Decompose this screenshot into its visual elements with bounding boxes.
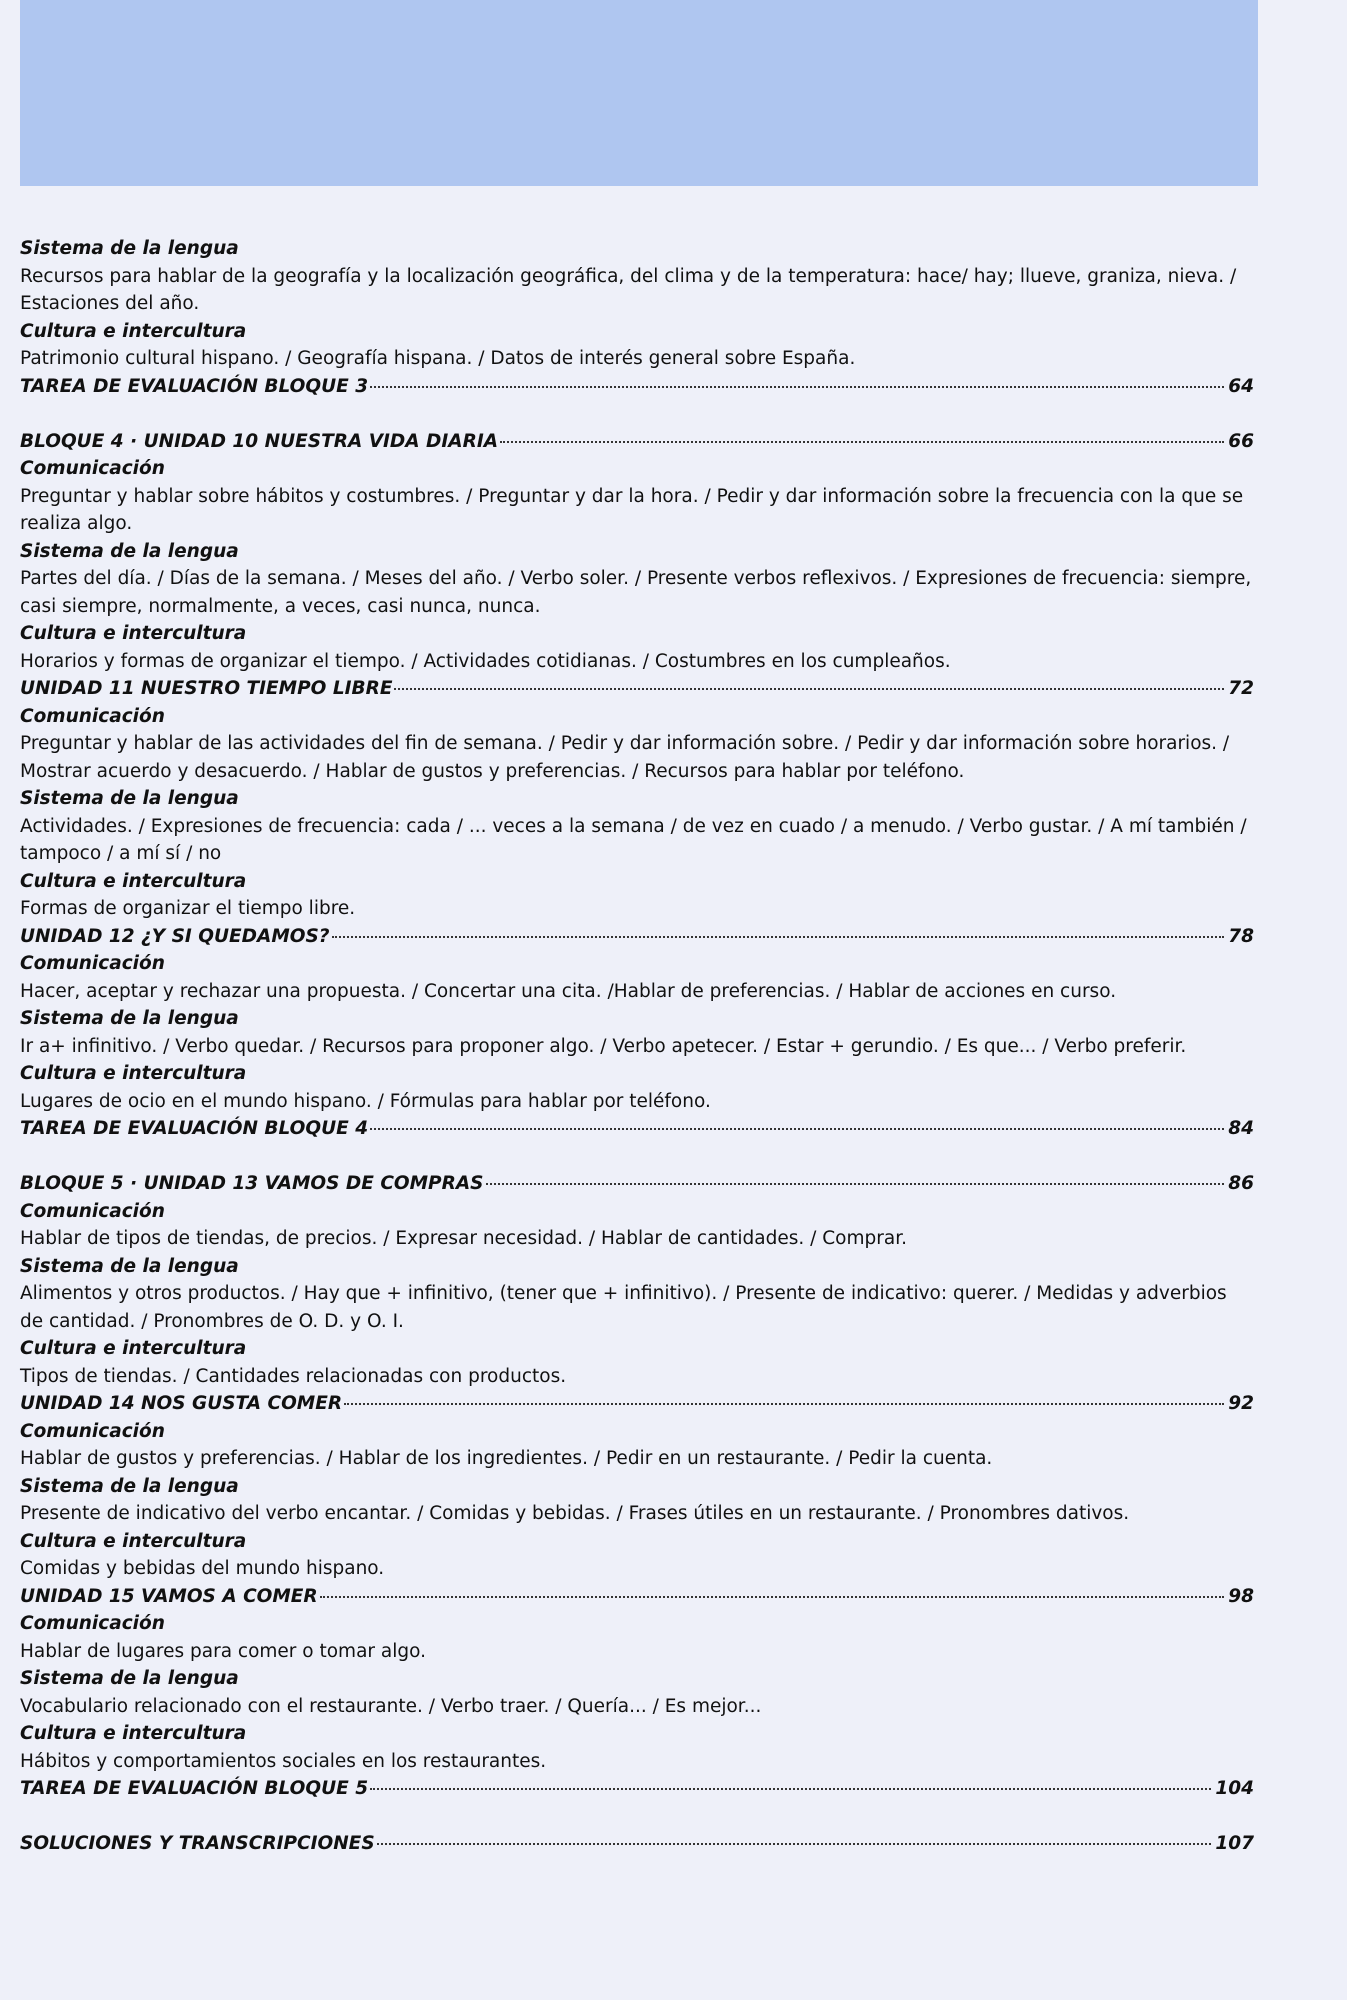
toc-page-number: 92	[1228, 1393, 1254, 1414]
section-body-text: Horarios y formas de organizar el tiempo. / Actividades cotidianas. / Costumbres en los cumpleaños.	[20, 650, 951, 672]
section-heading: Comunicación	[20, 705, 165, 727]
section-body-text: Lugares de ocio en el mundo hispano. / Fórmulas para hablar por teléfono.	[20, 1090, 711, 1112]
toc-page-number: 104	[1215, 1778, 1254, 1799]
section-gap	[20, 1143, 1254, 1171]
dot-leader	[500, 441, 1224, 443]
toc-entry[interactable]	[20, 923, 1254, 951]
dot-leader	[320, 1596, 1225, 1598]
section-heading: Comunicación	[20, 953, 165, 974]
toc-entry-title: TAREA DE EVALUACIÓN BLOQUE 5	[20, 1778, 369, 1799]
dot-leader	[370, 1128, 1224, 1130]
toc-page-number: 64	[1228, 375, 1254, 397]
toc-entry[interactable]	[20, 1583, 1254, 1611]
dot-leader	[332, 936, 1225, 938]
toc-page-number: 107	[1215, 1833, 1254, 1854]
toc-entry[interactable]	[20, 675, 1254, 703]
toc-entry[interactable]	[20, 428, 1254, 456]
section-heading: Cultura e intercultura	[20, 1063, 247, 1084]
section-heading: Cultura e intercultura	[20, 623, 247, 644]
dot-leader	[486, 1183, 1225, 1185]
section-body-text: Tipos de tiendas. / Cantidades relacionadas con productos.	[20, 1365, 567, 1387]
section-heading: Sistema de la lengua	[20, 1668, 239, 1689]
section-heading: Cultura e intercultura	[20, 870, 247, 892]
section-gap	[20, 1803, 1254, 1831]
toc-page-number: 84	[1228, 1118, 1254, 1139]
section-body-text: Hábitos y comportamientos sociales en los restaurantes.	[20, 1750, 547, 1772]
toc-entry[interactable]	[20, 1115, 1254, 1143]
section-body-text: Hablar de gustos y preferencias. / Hablar de los ingredientes. / Pedir en un restaurante. / Pedir la cuenta.	[20, 1448, 993, 1469]
section-body-text: Preguntar y hablar de las actividades del fin de semana. / Pedir y dar información sobre. / Pedir y dar información sobre horarios. / Mostrar acuerdo y desacuerdo. / Hablar de gustos y preferencias. / Recursos para hablar por teléfono.	[20, 733, 1230, 782]
toc-page-number: 66	[1228, 430, 1254, 452]
dot-leader	[377, 1843, 1212, 1845]
section-heading: Comunicación	[20, 1420, 165, 1442]
section-heading: Cultura e intercultura	[20, 1338, 247, 1359]
toc-entry[interactable]	[20, 373, 1254, 401]
section-heading: Comunicación	[20, 458, 165, 479]
toc-entry-title: UNIDAD 15 VAMOS A COMER	[20, 1585, 318, 1607]
section-body-text: Recursos para hablar de la geografía y la localización geográfica, del clima y de la temperatura: hace/ hay; llueve, graniza, nieva. / Estaciones del año.	[20, 265, 1237, 314]
toc-entry-title: SOLUCIONES Y TRANSCRIPCIONES	[20, 1833, 375, 1854]
section-body-text: Presente de indicativo del verbo encantar. / Comidas y bebidas. / Frases útiles en un restaurante. / Pronombres dativos.	[20, 1503, 1130, 1524]
toc-entry[interactable]	[20, 1390, 1254, 1418]
section-heading: Cultura e intercultura	[20, 1723, 247, 1744]
table-of-contents	[20, 235, 1254, 1858]
section-heading: Sistema de la lengua	[20, 1475, 239, 1497]
dot-leader	[370, 1788, 1211, 1790]
toc-entry-title: UNIDAD 14 NOS GUSTA COMER	[20, 1393, 343, 1414]
toc-entry-title: UNIDAD 12 ¿Y SI QUEDAMOS?	[20, 925, 330, 947]
toc-entry-title: UNIDAD 11 NUESTRO TIEMPO LIBRE	[20, 678, 393, 699]
section-heading: Comunicación	[20, 1200, 165, 1222]
toc-entry[interactable]	[20, 1775, 1254, 1803]
section-heading: Sistema de la lengua	[20, 1008, 239, 1029]
toc-page-number: 98	[1228, 1585, 1254, 1607]
section-body-text: Alimentos y otros productos. / Hay que + infinitivo, (tener que + infinitivo). / Presente de indicativo: querer. / Medidas y adverbios de cantidad. / Pronombres de O. D. y O. I.	[20, 1283, 1227, 1332]
section-heading: Comunicación	[20, 1613, 165, 1634]
toc-page-number: 86	[1228, 1173, 1254, 1194]
section-body-text: Hablar de lugares para comer o tomar algo.	[20, 1640, 426, 1662]
section-body-text: Ir a+ infinitivo. / Verbo quedar. / Recursos para proponer algo. / Verbo apetecer. / Estar + gerundio. / Es que... / Verbo preferir.	[20, 1035, 1187, 1057]
section-body-text: Vocabulario relacionado con el restaurante. / Verbo traer. / Quería... / Es mejor...	[20, 1695, 762, 1717]
section-body-text: Actividades. / Expresiones de frecuencia: cada / ... veces a la semana / de vez en cuado / a menudo. / Verbo gustar. / A mí también / tampoco / a mí sí / no	[20, 815, 1247, 864]
toc-page-number: 78	[1228, 925, 1254, 947]
toc-entry-title: BLOQUE 5 · UNIDAD 13 VAMOS DE COMPRAS	[20, 1173, 484, 1194]
section-body-text: Patrimonio cultural hispano. / Geografía hispana. / Datos de interés general sobre España.	[20, 348, 856, 369]
section-gap	[20, 400, 1254, 428]
header-band	[20, 0, 1258, 186]
section-heading: Sistema de la lengua	[20, 540, 239, 562]
dot-leader	[344, 1403, 1224, 1405]
section-body-text: Formas de organizar el tiempo libre.	[20, 898, 356, 919]
toc-entry-title: TAREA DE EVALUACIÓN BLOQUE 4	[20, 1118, 369, 1139]
section-body-text: Hablar de tipos de tiendas, de precios. / Expresar necesidad. / Hablar de cantidades. / Comprar.	[20, 1228, 907, 1249]
toc-entry[interactable]	[20, 1170, 1254, 1198]
toc-entry-title: TAREA DE EVALUACIÓN BLOQUE 3	[20, 375, 369, 397]
dot-leader	[394, 688, 1224, 690]
section-heading: Sistema de la lengua	[20, 788, 239, 809]
toc-entry-title: BLOQUE 4 · UNIDAD 10 NUESTRA VIDA DIARIA	[20, 430, 499, 452]
toc-entry[interactable]	[20, 1830, 1254, 1858]
section-body-text: Hacer, aceptar y rechazar una propuesta. / Concertar una cita. /Hablar de preferencias. / Hablar de acciones en curso.	[20, 980, 1117, 1002]
section-heading: Cultura e intercultura	[20, 320, 247, 342]
section-body-text: Partes del día. / Días de la semana. / Meses del año. / Verbo soler. / Presente verbos reflexivos. / Expresiones de frecuencia: siempre, casi siempre, normalmente, a veces, casi nunca, nunca.	[20, 568, 1252, 617]
section-heading: Sistema de la lengua	[20, 1255, 239, 1277]
section-heading: Sistema de la lengua	[20, 238, 239, 259]
section-body-text: Comidas y bebidas del mundo hispano.	[20, 1558, 385, 1579]
toc-page-number: 72	[1228, 678, 1254, 699]
section-heading: Cultura e intercultura	[20, 1530, 247, 1552]
section-body-text: Preguntar y hablar sobre hábitos y costumbres. / Preguntar y dar la hora. / Pedir y dar información sobre la frecuencia con la que se realiza algo.	[20, 485, 1244, 534]
dot-leader	[370, 386, 1224, 388]
